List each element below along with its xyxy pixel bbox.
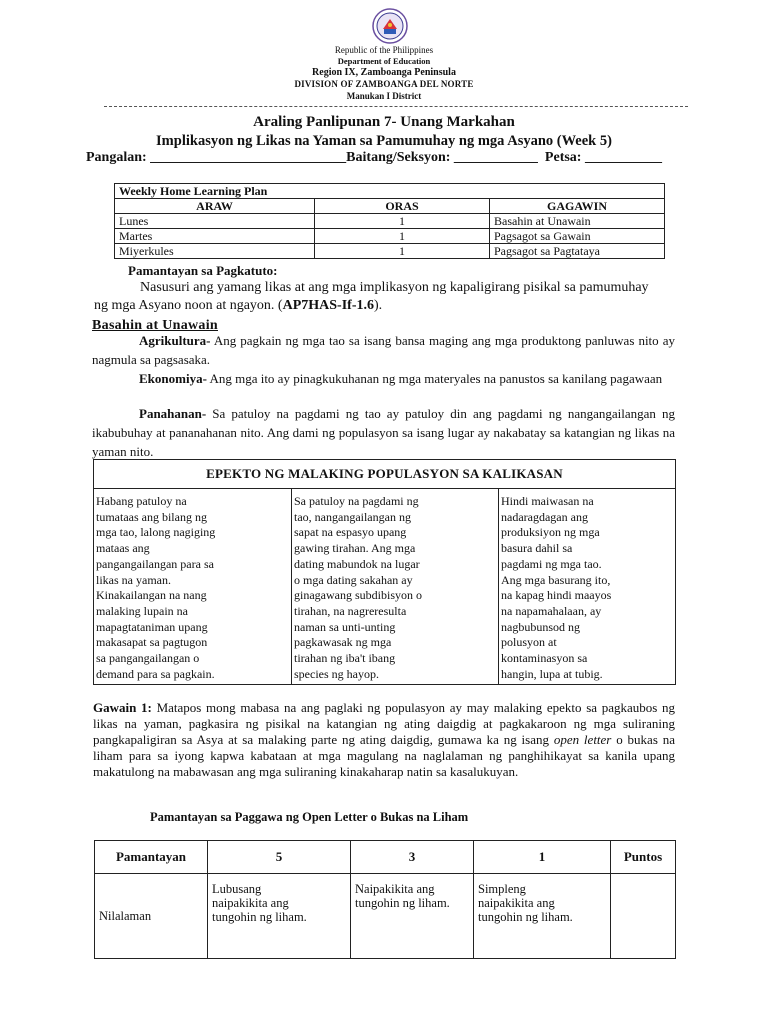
araw-cell: Miyerkules bbox=[115, 244, 315, 259]
rubric-header-points: Puntos bbox=[611, 841, 676, 874]
reading-paragraph: Agrikultura- Ang pagkain ng mga tao sa isang bansa maging ang mga produktong panluwas nito ay nagmula sa pagsasaka. bbox=[92, 333, 675, 367]
term-label: Ekonomiya- bbox=[139, 371, 207, 386]
competency-code: AP7HAS-If-1.6 bbox=[282, 298, 374, 313]
population-effects-table bbox=[93, 459, 676, 685]
score-5-cell: Lubusang naipakikita ang tungohin ng liham. bbox=[208, 874, 351, 959]
weekly-plan-table bbox=[114, 183, 665, 259]
region-line: Region IX, Zamboanga Peninsula bbox=[312, 67, 456, 78]
division-line: DIVISION OF ZAMBOANGA DEL NORTE bbox=[294, 79, 474, 89]
effects-table-title: EPEKTO NG MALAKING POPULASYON SA KALIKASAN bbox=[94, 460, 676, 489]
open-letter-term: open letter bbox=[553, 732, 612, 747]
table-row bbox=[95, 874, 676, 959]
reading-heading: Basahin at Unawain bbox=[92, 318, 218, 333]
header-divider bbox=[104, 106, 688, 107]
effect-cell-waste: Hindi maiwasan na nadaragdagan ang produksiyon ng mga basura dahil sa pagdami ng mga tao. Ang mga basurang ito, na kapag hindi maayos na napamahalaan, ay nagbubunsod ng polusyon at kontaminasyon sa hangin, lupa at tubig. bbox=[499, 489, 676, 685]
reading-paragraph: Panahanan- Sa patuloy na pagdami ng tao ay patuloy din ang pagdami ng nangangailangan ng ikabubuhay at pananahanan nito. Ang dami ng populasyon sa isang lugar ay nakabatay sa katangian ng likas na yaman nito. bbox=[92, 406, 675, 459]
rubric-table bbox=[94, 840, 676, 959]
department-line: Department of Education bbox=[337, 56, 431, 66]
points-cell bbox=[611, 874, 676, 959]
activity-instructions: Gawain 1: Matapos mong mabasa na ang paglaki ng populasyon ay may malaking epekto sa pagkaubos ng likas na yaman, pagkasira ng pisikal na katangian ng ating daigdig at pagkakaroon ng mga suliraning pangkapaligiran sa Asya at sa malaking parte ng ating daigdig, gumawa ka ng isang open letter o bukas na liham para sa iyong kapwa kabataan at mga magulang na naglalaman ng panghihikayat sa kanila upang makatulong na mabawasan ang mga suliraning kinakaharap natin sa kasalukuyan. bbox=[93, 700, 676, 779]
gagawin-cell: Pagsagot sa Gawain bbox=[490, 229, 665, 244]
column-header-araw: ARAW bbox=[115, 199, 315, 214]
district-line: Manukan I District bbox=[346, 91, 422, 101]
oras-cell: 1 bbox=[315, 229, 490, 244]
page-subtitle: Implikasyon ng Likas na Yaman sa Pamumuhay ng mga Asyano (Week 5) bbox=[156, 133, 612, 149]
araw-cell: Lunes bbox=[115, 214, 315, 229]
score-1-cell: Simpleng naipakikita ang tungohin ng liham. bbox=[474, 874, 611, 959]
oras-cell: 1 bbox=[315, 214, 490, 229]
effect-cell-housing: Sa patuloy na pagdami ng tao, nangangailangan ng sapat na espasyo upang gawing tirahan. Ang mga dating mabundok na lugar o mga dating sakahan ay ginagawang subdibisyon o tirahan, na nagreresulta naman sa unti-unting pagkawasak ng mga tirahan ng iba't ibang species ng hayop. bbox=[292, 489, 499, 685]
deped-seal-icon bbox=[372, 8, 408, 44]
learning-standard-heading: Pamantayan sa Pagkatuto: bbox=[128, 263, 278, 278]
reading-paragraph: Ekonomiya- Ang mga ito ay pinagkukuhanan ng mga materyales na panustos sa kanilang pagawaan bbox=[139, 371, 663, 386]
table-row bbox=[115, 244, 665, 259]
gagawin-cell: Basahin at Unawain bbox=[490, 214, 665, 229]
rubric-header-1: 1 bbox=[474, 841, 611, 874]
rubric-heading: Pamantayan sa Paggawa ng Open Letter o Bukas na Liham bbox=[150, 810, 469, 824]
effect-cell-food: Habang patuloy na tumataas ang bilang ng mga tao, lalong nagiging mataas ang pangangailangan para sa likas na yaman. Kinakailangan na nang malaking lupain na mapagtataniman upang makasapat sa pagtugon sa pangangailangan o demand para sa pagkain. bbox=[94, 489, 292, 685]
term-label: Panahanan- bbox=[139, 406, 207, 421]
score-3-cell: Naipakikita ang tungohin ng liham. bbox=[351, 874, 474, 959]
student-info-line: Pangalan: ____________________________Baitang/Seksyon: ____________ Petsa: ___________ bbox=[86, 150, 662, 165]
table-row bbox=[115, 229, 665, 244]
column-header-oras: ORAS bbox=[315, 199, 490, 214]
rubric-header-3: 3 bbox=[351, 841, 474, 874]
gagawin-cell: Pagsagot sa Pagtataya bbox=[490, 244, 665, 259]
weekly-plan-caption: Weekly Home Learning Plan bbox=[115, 184, 665, 199]
criterion-cell: Nilalaman bbox=[95, 874, 208, 959]
republic-line: Republic of the Philippines bbox=[334, 45, 434, 55]
oras-cell: 1 bbox=[315, 244, 490, 259]
araw-cell: Martes bbox=[115, 229, 315, 244]
term-label: Agrikultura- bbox=[139, 333, 211, 348]
page-title: Araling Panlipunan 7- Unang Markahan bbox=[253, 114, 515, 130]
rubric-header-5: 5 bbox=[208, 841, 351, 874]
rubric-header-criterion: Pamantayan bbox=[95, 841, 208, 874]
table-row bbox=[115, 214, 665, 229]
learning-standard-text: Nasusuri ang yamang likas at ang mga implikasyon ng kapaligirang pisikal sa pamumuhay ng mga Asyano noon at ngayon. (AP7HAS-If-1.6). bbox=[94, 280, 649, 313]
column-header-gagawin: GAGAWIN bbox=[490, 199, 665, 214]
activity-label: Gawain 1: bbox=[93, 700, 152, 715]
